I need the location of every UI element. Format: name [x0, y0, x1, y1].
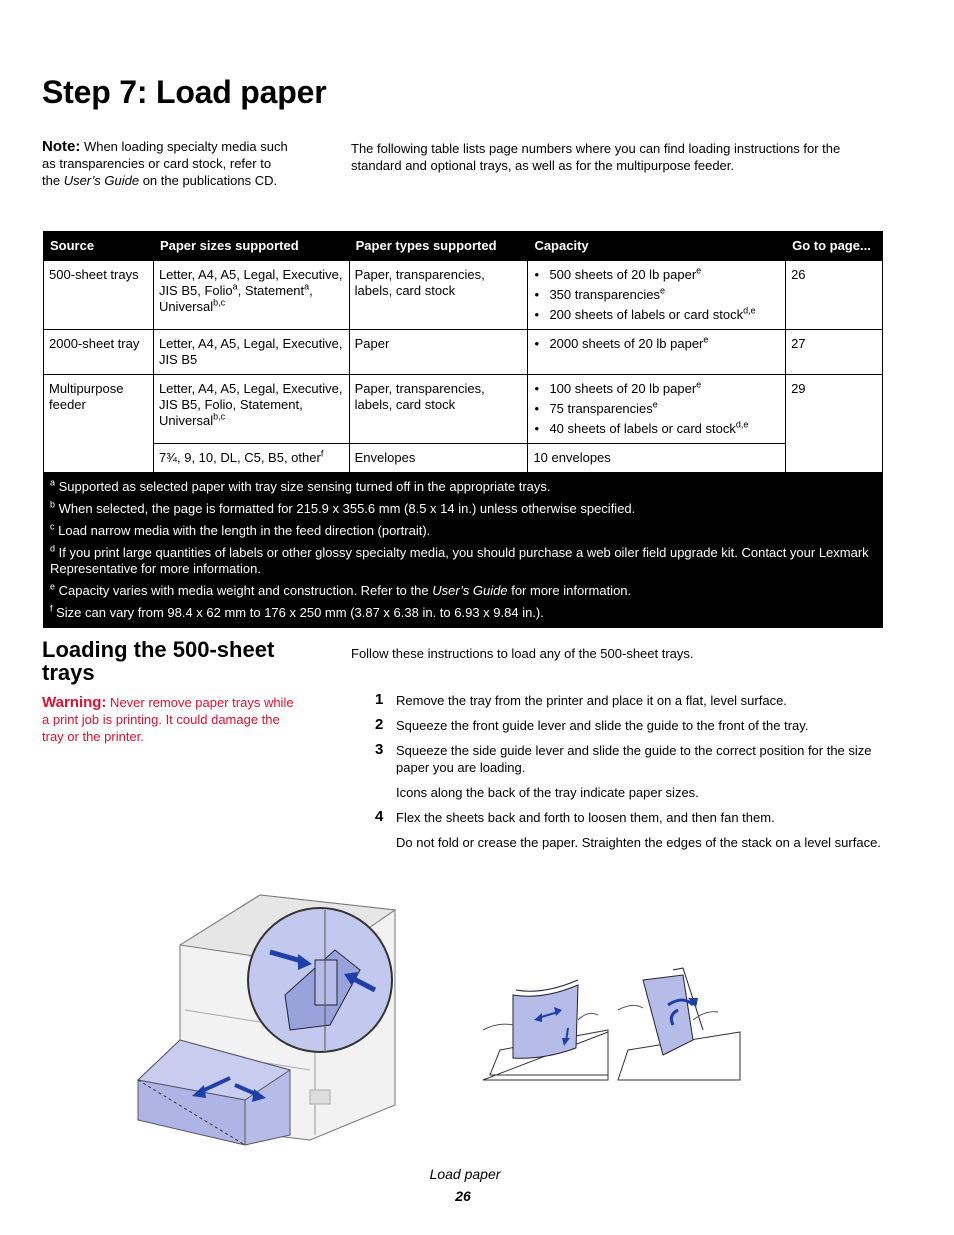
step-number: 3 — [375, 741, 384, 758]
footnote — [50, 479, 877, 495]
note-text-after: on the publications CD. — [139, 173, 278, 188]
footnote-text: If you print large quantities of labels or other glossy specialty media, you should purchase a web oiler field upgrade kit. Contact your Lexmark Representative for more information. — [50, 545, 869, 576]
sizes-text: Letter, A4, A5, Legal, Executive, JIS B5, Folio, Statement, Universal — [158, 381, 343, 428]
footnote-ref: d,e — [735, 419, 749, 430]
page-title: Step 7: Load paper — [42, 74, 327, 110]
footnote-text: Load narrow media with the length in the feed direction (portrait). — [54, 523, 431, 538]
footnote-mark: b — [50, 499, 56, 510]
capacity-text: 75 transparencies — [549, 401, 653, 416]
footnote-text: for more information. — [507, 583, 632, 598]
footnote-ref: b,c — [213, 411, 226, 422]
sizes-text: 7¾, 9, 10, DL, C5, B5, other — [158, 450, 321, 465]
table-row — [44, 375, 883, 444]
cell-page: 27 — [786, 330, 883, 375]
list-item — [533, 267, 780, 283]
footnote-text: Size can vary from 98.4 x 62 mm to 176 x 250 mm (3.87 x 6.38 in. to 6.93 x 9.84 in.). — [52, 605, 544, 620]
header-page: Go to page... — [786, 232, 883, 261]
step-text: Squeeze the side guide lever and slide the guide to the correct position for the size paper you are loading. — [396, 743, 872, 775]
footnote-ref: d,e — [743, 305, 756, 316]
list-item — [533, 401, 780, 417]
footnote-mark: d — [50, 543, 56, 554]
cell-types: Paper, transparencies, labels, card stock — [349, 261, 528, 330]
footnote — [50, 605, 877, 621]
printer-tray-illustration — [130, 890, 400, 1150]
intro-paragraph: The following table lists page numbers where you can find loading instructions for the standard and optional trays, as well as for the multipurpose feeder. — [351, 141, 841, 173]
flex-paper-illustration — [478, 960, 748, 1085]
step-2 — [372, 717, 887, 734]
cell-source: Multipurpose feeder — [44, 375, 154, 473]
note-label: Note: — [42, 138, 81, 155]
footnote-guide-title: User’s Guide — [432, 583, 508, 598]
capacity-text: 200 sheets of labels or card stock — [549, 307, 744, 322]
footnote-mark: c — [50, 521, 55, 532]
cell-source: 2000-sheet tray — [44, 330, 154, 375]
footnote-ref: e — [703, 334, 709, 345]
footnote-ref: e — [660, 285, 666, 296]
cell-source: 500-sheet trays — [44, 261, 154, 330]
step-number: 1 — [375, 691, 384, 708]
footnote-ref: e — [652, 399, 658, 410]
capacity-text: 350 transparencies — [549, 287, 661, 302]
table-row — [44, 330, 883, 375]
capacity-text: 40 sheets of labels or card stock — [549, 421, 736, 436]
capacity-text: 100 sheets of 20 lb paper — [549, 381, 697, 396]
footnote-text: When selected, the page is formatted for 215.9 x 355.6 mm (8.5 x 14 in.) unless otherwise specified. — [55, 501, 636, 516]
footnote-text: Capacity varies with media weight and construction. Refer to the — [55, 583, 433, 598]
section-title: Loading the 500-sheet trays — [42, 637, 275, 685]
table-row — [44, 444, 883, 473]
step-3 — [372, 742, 887, 801]
footnotes — [44, 473, 883, 628]
warning — [42, 694, 302, 745]
footnote-ref: a — [304, 281, 310, 292]
footer-title: Load paper — [429, 1166, 501, 1182]
steps-list — [372, 692, 887, 859]
footnote-text: Supported as selected paper with tray size sensing turned off in the appropriate trays. — [55, 479, 551, 494]
cell-page: 26 — [786, 261, 883, 330]
footnote — [50, 501, 877, 517]
footnote — [50, 545, 877, 577]
cell-capacity: 10 envelopes — [528, 444, 786, 473]
step-note: Icons along the back of the tray indicate paper sizes. — [396, 785, 699, 800]
note-text-before: When loading specialty media such as transparencies or card stock, refer to the — [42, 139, 288, 188]
warning-label: Warning: — [42, 694, 107, 711]
cell-types: Paper, transparencies, labels, card stock — [349, 375, 528, 444]
cell-page: 29 — [786, 375, 883, 473]
step-number: 4 — [375, 808, 384, 825]
note-guide-title: User’s Guide — [63, 173, 140, 188]
footnote — [50, 583, 877, 599]
cell-sizes — [153, 444, 349, 473]
footnotes-row — [44, 473, 883, 628]
sizes-text: Letter, A4, A5, Legal, Executive, JIS B5, Folio — [158, 267, 343, 298]
header-capacity: Capacity — [528, 232, 786, 261]
cell-types: Paper — [349, 330, 528, 375]
note — [42, 138, 292, 189]
cell-sizes: Letter, A4, A5, Legal, Executive, JIS B5 — [153, 330, 349, 375]
cell-sizes — [153, 375, 349, 444]
sizes-text: , Universal — [158, 283, 313, 314]
table-header-row — [44, 232, 883, 261]
warning-text: Never remove paper trays while a print job is printing. It could damage the tray or the printer. — [42, 695, 294, 744]
cell-sizes — [153, 261, 349, 330]
list-item — [533, 336, 780, 352]
step-number: 2 — [375, 716, 384, 733]
list-item — [533, 421, 780, 437]
sizes-text: , Statement — [237, 283, 305, 298]
step-text: Remove the tray from the printer and place it on a flat, level surface. — [396, 693, 787, 708]
list-item — [533, 381, 780, 397]
footnote-ref: f — [320, 448, 324, 459]
header-source: Source — [44, 232, 154, 261]
cell-types: Envelopes — [349, 444, 528, 473]
page-number: 26 — [455, 1188, 471, 1204]
step-1 — [372, 692, 887, 709]
cell-capacity — [528, 330, 786, 375]
footnote-ref: e — [696, 265, 702, 276]
step-text: Flex the sheets back and forth to loosen them, and then fan them. — [396, 810, 775, 825]
capacity-text: 2000 sheets of 20 lb paper — [549, 336, 704, 351]
footnote-ref: b,c — [213, 297, 226, 308]
list-item — [533, 287, 780, 303]
step-note: Do not fold or crease the paper. Straighten the edges of the stack on a level surface. — [396, 835, 881, 850]
footnote-mark: e — [50, 581, 56, 592]
table-row — [44, 261, 883, 330]
header-sizes: Paper sizes supported — [153, 232, 349, 261]
footnote — [50, 523, 877, 539]
footnote-ref: a — [232, 281, 238, 292]
step-text: Squeeze the front guide lever and slide the guide to the front of the tray. — [396, 718, 809, 733]
footnote-mark: f — [50, 603, 53, 614]
header-types: Paper types supported — [349, 232, 528, 261]
footnote-ref: e — [696, 379, 702, 390]
footnote-mark: a — [50, 477, 56, 488]
step-4 — [372, 809, 887, 851]
cell-capacity — [528, 261, 786, 330]
cell-capacity — [528, 375, 786, 444]
paper-sources-table — [43, 231, 883, 628]
capacity-text: 500 sheets of 20 lb paper — [549, 267, 697, 282]
list-item — [533, 307, 780, 323]
section-intro: Follow these instructions to load any of the 500-sheet trays. — [351, 646, 694, 661]
